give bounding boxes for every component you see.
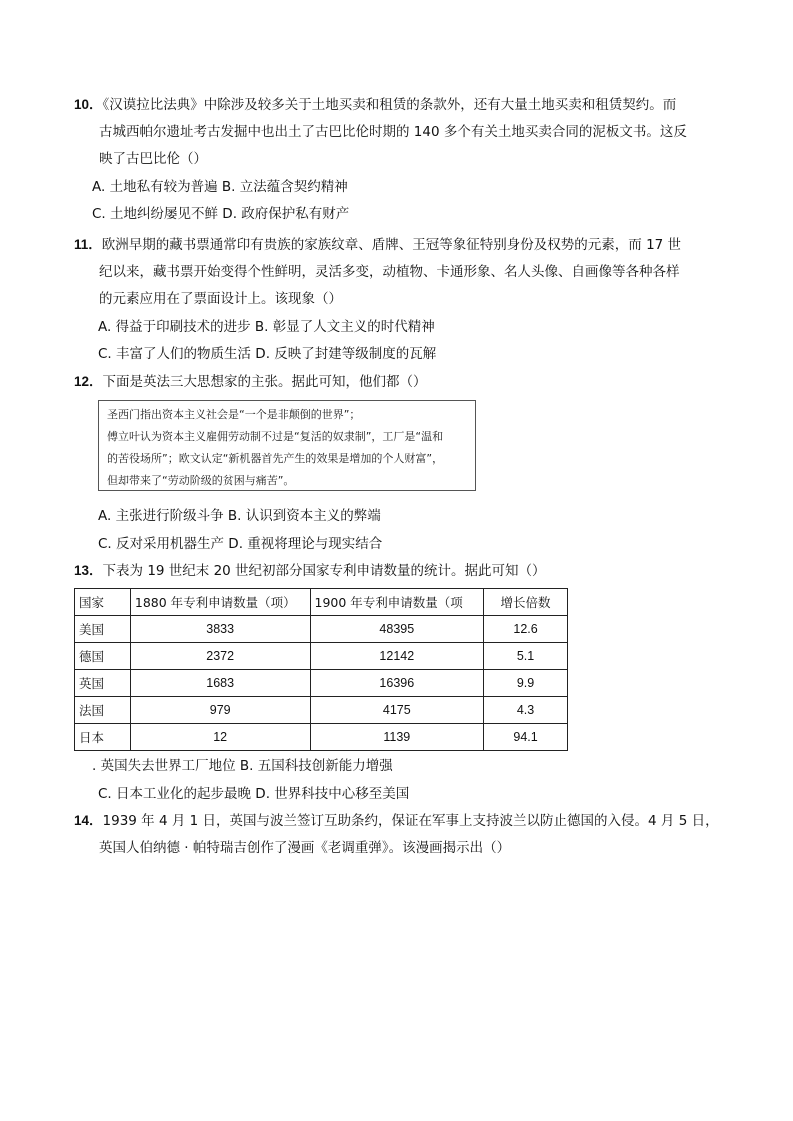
question-number: 12． xyxy=(74,374,103,389)
table-cell: 94.1 xyxy=(484,724,568,751)
table-cell: 48395 xyxy=(310,616,484,643)
table-cell: 5.1 xyxy=(484,643,568,670)
table-header-cell: 增长倍数 xyxy=(484,589,568,616)
table-cell-country: 英国 xyxy=(75,670,131,697)
table-cell-country: 日本 xyxy=(75,724,131,751)
question-11-options-cd: C. 丰富了人们的物质生活 D. 反映了封建等级制度的瓦解 xyxy=(98,346,437,362)
question-number: 14． xyxy=(74,813,103,828)
question-11-line-3: 的元素应用在了票面设计上。该现象（） xyxy=(99,291,342,307)
question-13-options-cd: C. 日本工业化的起步最晚 D. 世界科技中心移至美国 xyxy=(98,786,410,802)
table-row xyxy=(75,616,568,643)
table-cell: 3833 xyxy=(130,616,310,643)
table-header-cell: 1900 年专利申请数量（项 xyxy=(310,589,484,616)
question-number: 11． xyxy=(74,237,102,252)
question-10 xyxy=(74,91,714,173)
question-11-line-1: 11．欧洲早期的藏书票通常印有贵族的家族纹章、盾牌、王冠等象征特别身份及权势的元素，而 17 世 xyxy=(74,237,682,253)
table-row xyxy=(75,697,568,724)
table-cell: 2372 xyxy=(130,643,310,670)
quote-line: 傅立叶认为资本主义雇佣劳动制不过是“复活的奴隶制”，工厂是“温和 xyxy=(107,430,444,443)
table-cell: 4.3 xyxy=(484,697,568,724)
question-12 xyxy=(74,368,714,396)
table-cell-country: 法国 xyxy=(75,697,131,724)
question-10-options-ab: A. 土地私有较为普遍 B. 立法蕴含契约精神 xyxy=(92,179,348,195)
quote-line: 但却带来了“劳动阶级的贫困与痛苦”。 xyxy=(107,474,295,487)
question-number: 13． xyxy=(74,563,103,578)
question-10-line-3: 映了古巴比伦（） xyxy=(99,151,207,167)
question-12-options-cd: C. 反对采用机器生产 D. 重视将理论与现实结合 xyxy=(98,536,383,552)
table-cell: 16396 xyxy=(310,670,484,697)
question-13-options-ab: . 英国失去世界工厂地位 B. 五国科技创新能力增强 xyxy=(92,758,393,774)
question-14-line-2: 英国人伯纳德 · 帕特瑞吉创作了漫画《老调重弹》。该漫画揭示出（） xyxy=(99,840,511,856)
table-row xyxy=(75,643,568,670)
table-cell: 979 xyxy=(130,697,310,724)
quote-line: 的苦役场所”；欧文认定“新机器首先产生的效果是增加的个人财富”， xyxy=(107,452,444,465)
table-cell-country: 德国 xyxy=(75,643,131,670)
table-header-row xyxy=(75,589,568,616)
table-cell: 1683 xyxy=(130,670,310,697)
question-11-options-ab: A. 得益于印刷技术的进步 B. 彰显了人文主义的时代精神 xyxy=(98,319,435,335)
quotation-box xyxy=(98,400,476,491)
question-11 xyxy=(74,231,714,313)
table-row xyxy=(75,670,568,697)
question-13-line-1: 13．下表为 19 世纪末 20 世纪初部分国家专利申请数量的统计。据此可知（） xyxy=(74,563,546,579)
table-header-cell: 国家 xyxy=(75,589,131,616)
patent-table xyxy=(74,588,568,751)
question-12-options-ab: A. 主张进行阶级斗争 B. 认识到资本主义的弊端 xyxy=(98,508,381,524)
table-row xyxy=(75,724,568,751)
question-14 xyxy=(74,807,719,862)
table-cell: 12 xyxy=(130,724,310,751)
question-10-options-cd: C. 土地纠纷屡见不鲜 D. 政府保护私有财产 xyxy=(92,206,350,222)
question-14-line-1: 14．1939 年 4 月 1 日，英国与波兰签订互助条约，保证在军事上支持波兰以防止德国的入侵。4 月 5 日， xyxy=(74,813,719,829)
question-number: 10． xyxy=(74,97,103,112)
question-11-line-2: 纪以来，藏书票开始变得个性鲜明，灵活多变，动植物、卡通形象、名人头像、自画像等各种各样 xyxy=(99,264,680,280)
table-cell: 4175 xyxy=(310,697,484,724)
table-header-cell: 1880 年专利申请数量（项） xyxy=(130,589,310,616)
question-10-line-2: 古城西帕尔遗址考古发掘中也出土了古巴比伦时期的 140 多个有关土地买卖合同的泥板文书。这反 xyxy=(99,124,687,140)
table-cell: 1139 xyxy=(310,724,484,751)
question-10-line-1: 10．《汉谟拉比法典》中除涉及较多关于土地买卖和租赁的条款外，还有大量土地买卖和租赁契约。而 xyxy=(74,97,677,113)
question-13 xyxy=(74,557,714,585)
question-12-line-1: 12．下面是英法三大思想家的主张。据此可知，他们都（） xyxy=(74,374,427,390)
quote-line: 圣西门指出资本主义社会是“一个是非颠倒的世界”； xyxy=(107,408,361,421)
table-cell: 12142 xyxy=(310,643,484,670)
table-cell: 12.6 xyxy=(484,616,568,643)
table-cell: 9.9 xyxy=(484,670,568,697)
table-cell-country: 美国 xyxy=(75,616,131,643)
